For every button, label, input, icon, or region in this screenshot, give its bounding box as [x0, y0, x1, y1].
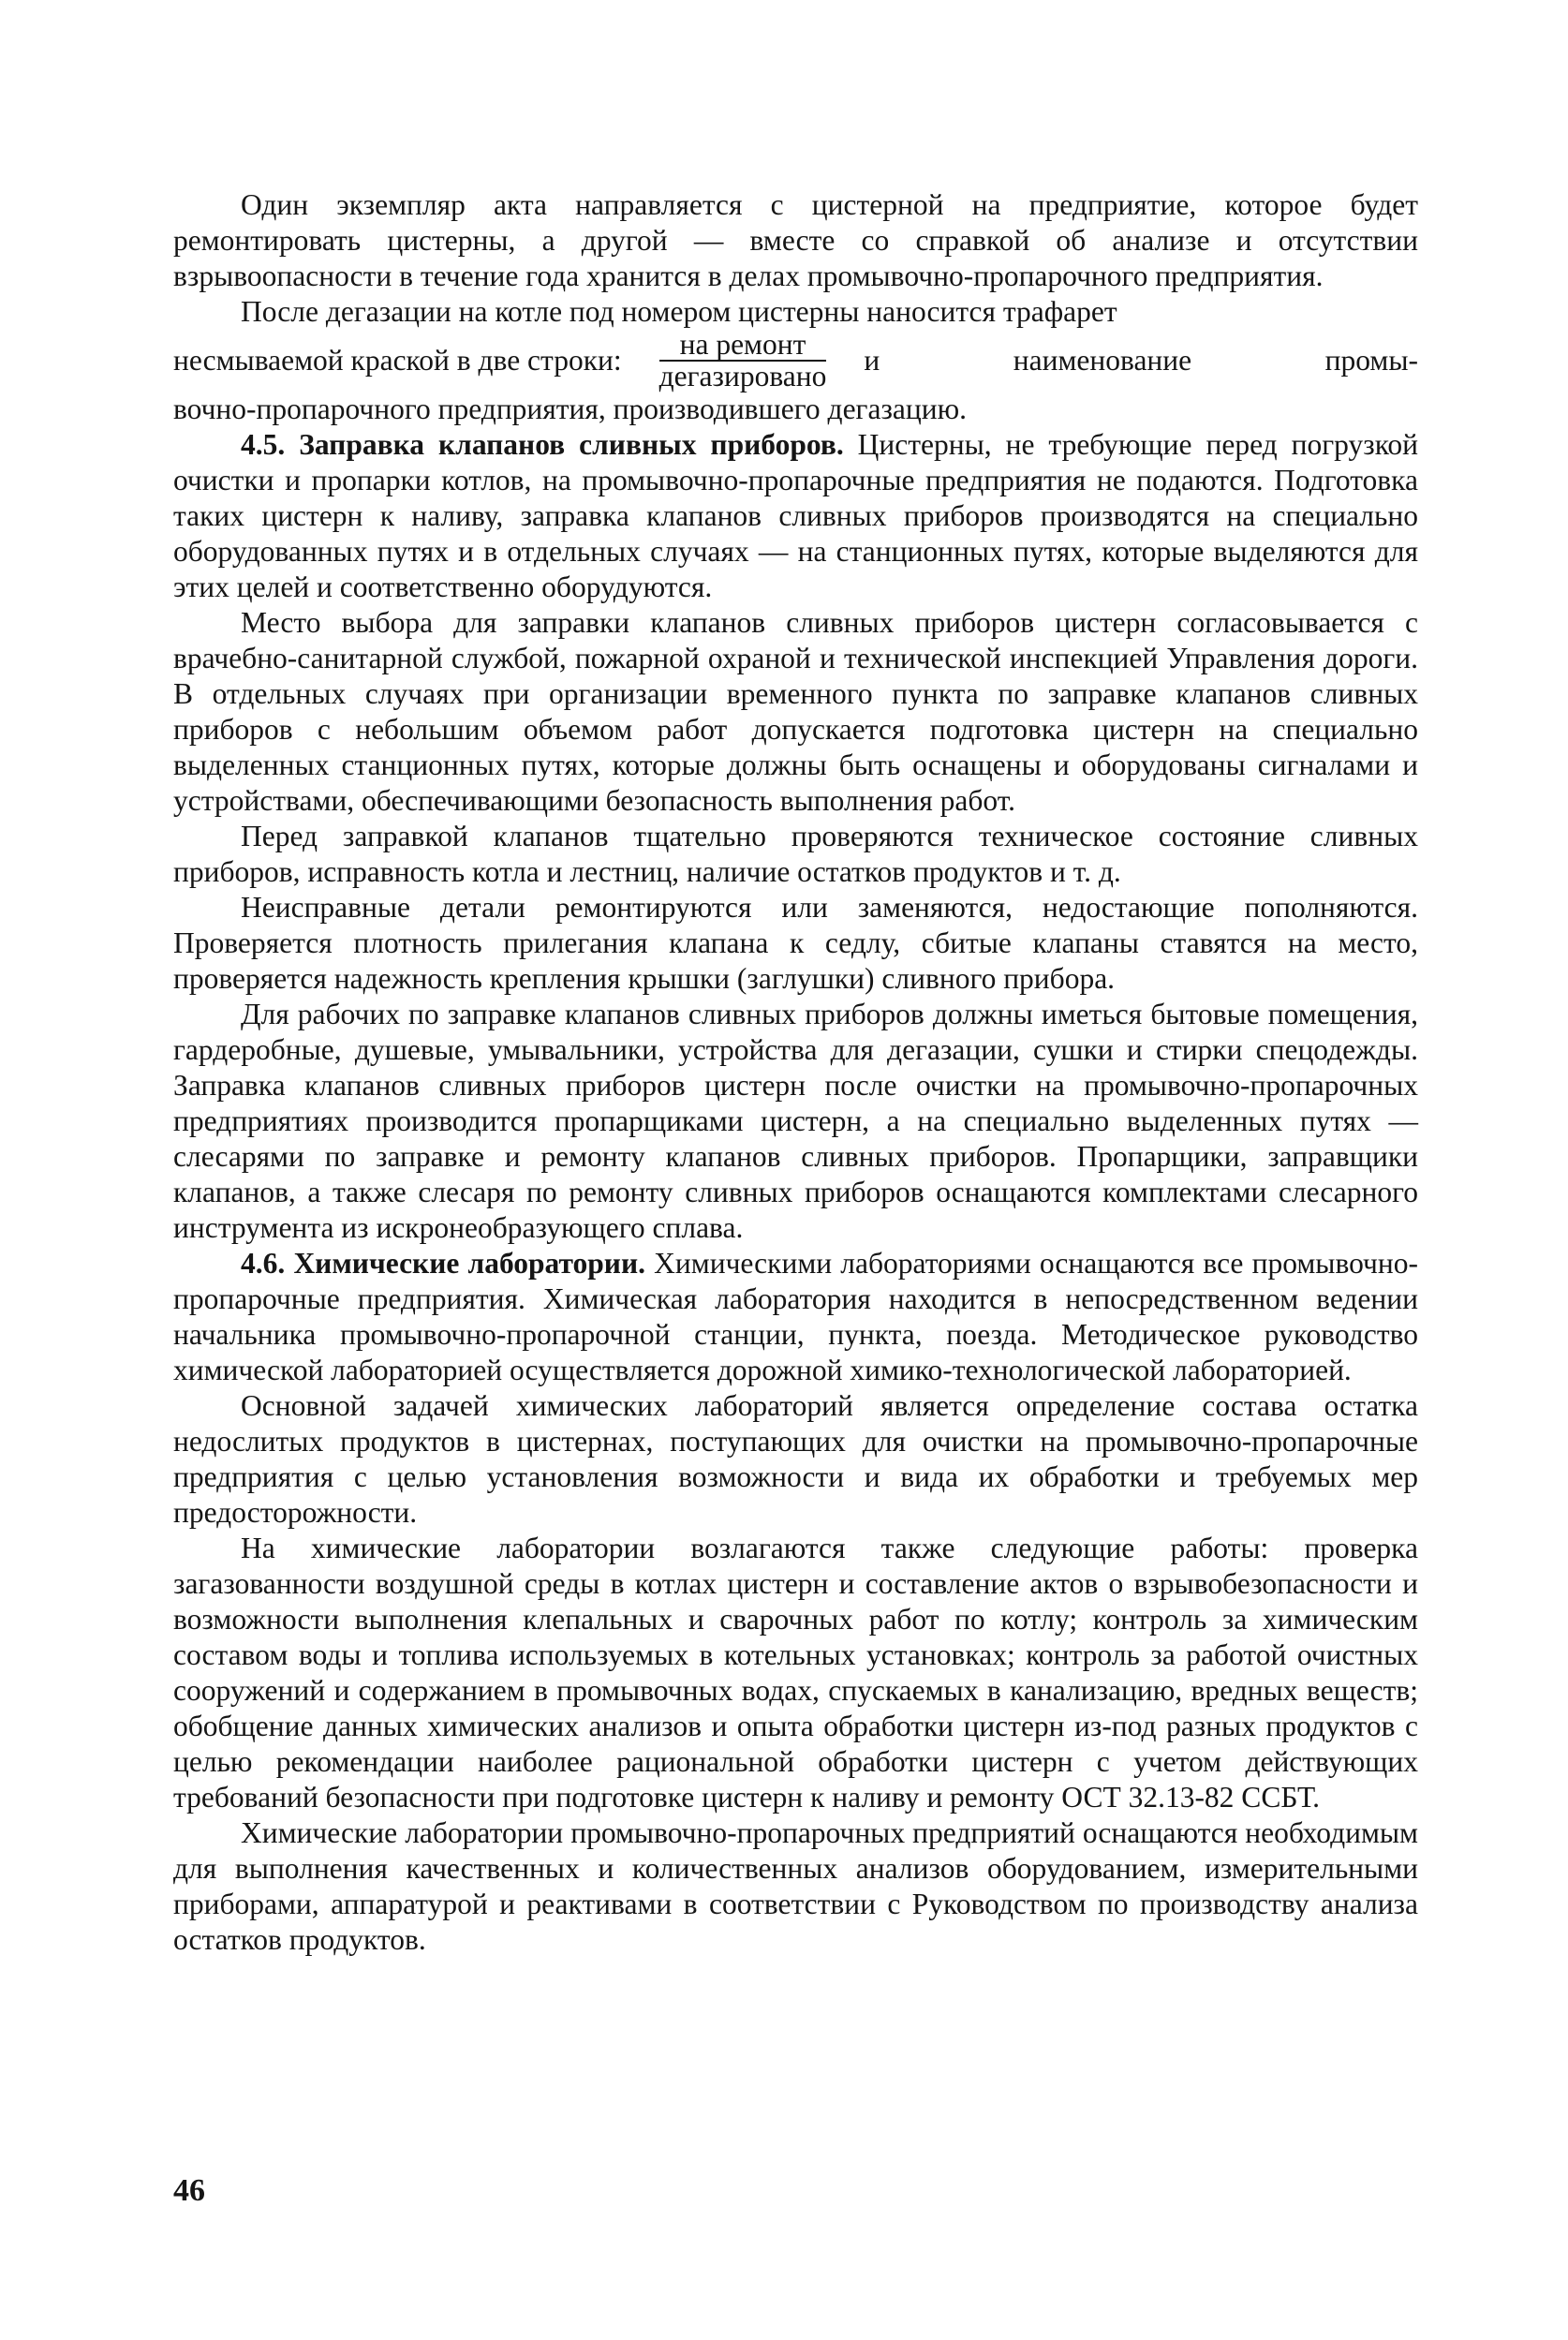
page-number: 46: [173, 2173, 205, 2208]
paragraph-stencil-end: вочно-пропарочного предприятия, производившего дегазацию.: [173, 392, 968, 425]
paragraph-stencil-intro: После дегазации на котле под номером цистерны наносится трафарет: [241, 295, 1117, 328]
paragraph-lab-task: Основной задачей химических лабораторий является определение состава остатка недослитых продуктов в цистернах, поступающих для очистки на промывочно-пропарочные предприятия с целью установления возможности и вида их обработки и требуемых мер предосторожности.: [173, 1389, 1418, 1529]
stencil-fraction-top: на ремонт: [659, 330, 827, 362]
paragraph-act-copy: Один экземпляр акта направляется с цистерной на предприятие, которое будет ремонтировать цистерны, а другой — вместе со справкой об анализе и отсутствии взрывоопасности в течение года хранится в делах промывочно-пропарочного предприятия.: [173, 188, 1418, 292]
paragraph-location-choice: Место выбора для заправки клапанов сливных приборов цистерн согласовывается с врачебно-санитарной службой, пожарной охраной и технической инспекцией Управления дороги. В отдельных случаях при организации временного пункта по заправке клапанов сливных приборов с небольшим объемом работ допускается подготовка цистерн на специально выделенных станционных путях, которые должны быть оснащены и оборудованы сигналами и устройствами, обеспечивающими безопасность выполнения работ.: [173, 606, 1418, 817]
paragraph-lab-equipment: Химические лаборатории промывочно-пропарочных предприятий оснащаются необходимым для выполнения качественных и количественных анализов оборудованием, измерительными приборами, аппаратурой и реактивами в соответствии с Руководством по производству анализа остатков продуктов.: [173, 1816, 1418, 1956]
section-4-6: [173, 1246, 1418, 1388]
section-4-5-text: Цистерны, не требующие перед погрузкой очистки и пропарки котлов, на промывочно-пропарочные предприятия не подаются. Подготовка таких цистерн к наливу, заправка клапанов сливных приборов производятся на специально оборудованных путях и в отдельных случаях — на станционных путях, которые выделяются для этих целей и соответственно оборудуются.: [173, 428, 1418, 603]
paragraph-workers: Для рабочих по заправке клапанов сливных приборов должны иметься бытовые помещения, гардеробные, душевые, умывальники, устройства для дегазации, сушки и стирки спецодежды. Заправка клапанов сливных приборов цистерн после очистки на промывочно-пропарочных предприятиях производится пропарщиками цистерн, а на специально выделенных путях — слесарями по заправке и ремонту клапанов сливных приборов. Пропарщики, заправщики клапанов, а также слесаря по ремонту сливных приборов оснащаются комплектами слесарного инструмента из искронеобразующего сплава.: [173, 998, 1418, 1244]
section-4-6-heading: 4.6. Химические лаборатории.: [241, 1247, 645, 1280]
paragraph-inspection: Перед заправкой клапанов тщательно проверяются техническое состояние сливных приборов, исправность котла и лестниц, наличие остатков продуктов и т. д.: [173, 820, 1418, 888]
stencil-lead-text: несмываемой краской в две строки:: [173, 344, 622, 377]
section-4-6-text: Химическими лабораториями оснащаются все промывочно-пропарочные предприятия. Химическая лаборатория находится в непосредственном ведении начальника промывочно-пропарочной станции, пункта, поезда. Методическое руководство химической лабораторией осуществляется дорожной химико-технологической лабораторией.: [173, 1247, 1418, 1386]
paragraph-repair: Неисправные детали ремонтируются или заменяются, недостающие пополняются. Проверяется плотность прилегания клапана к седлу, сбитые клапаны ставятся на место, проверяется надежность крепления крышки (заглушки) сливного прибора.: [173, 891, 1418, 995]
stencil-formula-line: [173, 330, 1418, 392]
paragraph-lab-works: На химические лаборатории возлагаются также следующие работы: проверка загазованности воздушной среды в котлах цистерн и составление актов о взрывобезопасности и возможности выполнения клепальных и сварочных работ по котлу; контроль за химическим составом воды и топлива используемых в котельных установках; контроль за работой очистных сооружений и содержанием в промывочных водах, спускаемых в канализацию, вредных веществ; обобщение данных химических анализов и опыта обработки цистерн из-под разных продуктов с целью рекомендации наиболее рациональной обработки цистерн с учетом действующих требований безопасности при подготовке цистерн к наливу и ремонту ОСТ 32.13-82 ССБТ.: [173, 1532, 1418, 1814]
stencil-fraction-bottom: дегазировано: [658, 360, 827, 392]
stencil-fraction: [639, 330, 848, 392]
section-4-5-heading: 4.5. Заправка клапанов сливных приборов.: [241, 428, 844, 461]
stencil-tail-text: и наименование промы-: [864, 344, 1418, 377]
section-4-5: [173, 427, 1418, 605]
